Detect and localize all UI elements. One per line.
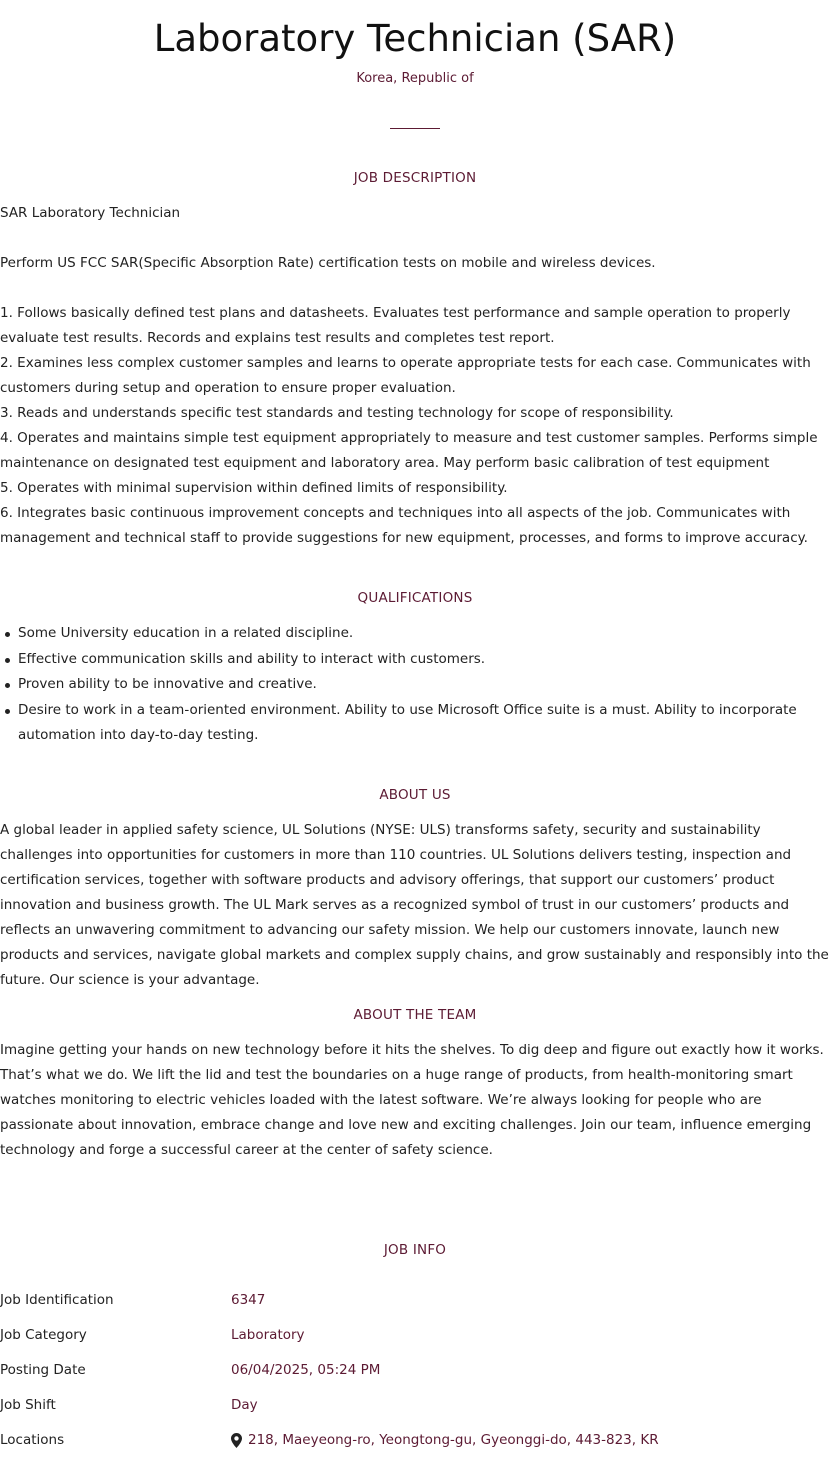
job-info-row-posting-date xyxy=(0,1358,830,1383)
about-team-heading: ABOUT THE TEAM xyxy=(353,1007,477,1023)
duty-item: 3. Reads and understands specific test standards and testing technology for scope of responsibility. xyxy=(0,405,674,421)
job-info-value: Day xyxy=(231,1397,258,1413)
qualification-item: Proven ability to be innovative and creative. xyxy=(0,672,830,697)
job-info-value: 6347 xyxy=(231,1292,266,1308)
about-us-heading: ABOUT US xyxy=(379,787,451,803)
duty-item: 5. Operates with minimal supervision within defined limits of responsibility. xyxy=(0,480,508,496)
about-us-text: A global leader in applied safety science, UL Solutions (NYSE: ULS) transforms safety, security and sustainability challenges into opportunities for customers in more than 110 countries. UL Solutions delivers testing, inspection and certification services, together with software products and advisory offerings, that support our customers’ product innovation and business growth. The UL Mark serves as a recognized symbol of trust in our customers’ products and reflects an unwavering commitment to advancing our safety mission. We help our customers innovate, launch new products and services, navigate global markets and complex supply chains, and grow sustainably and responsibly into the future. Our science is your advantage. xyxy=(0,822,829,988)
job-info-value: Laboratory xyxy=(231,1327,305,1343)
duty-item: 6. Integrates basic continuous improvement concepts and techniques into all aspects of the job. Communicates with management and technical staff to provide suggestions for new equipment, processes, and forms to improve accuracy. xyxy=(0,505,808,546)
qualifications-list xyxy=(0,621,830,748)
job-description-intro: SAR Laboratory Technician xyxy=(0,205,181,221)
duty-item: 1. Follows basically defined test plans and datasheets. Evaluates test performance and sample operation to properly evaluate test results. Records and explains test results and completes test report. xyxy=(0,305,791,346)
job-info-label: Job Shift xyxy=(0,1397,56,1413)
job-info-row-shift xyxy=(0,1393,830,1418)
qualification-item: Effective communication skills and ability to interact with customers. xyxy=(0,647,830,672)
duty-item: 4. Operates and maintains simple test equipment appropriately to measure and test customer samples. Performs simple maintenance on designated test equipment and laboratory area. May perform basic calibration of test equipment xyxy=(0,430,818,471)
duty-item: 2. Examines less complex customer samples and learns to operate appropriate tests for each case. Communicates with customers during setup and operation to ensure proper evaluation. xyxy=(0,355,811,396)
job-info-heading: JOB INFO xyxy=(383,1242,447,1258)
job-info-label: Job Identification xyxy=(0,1292,114,1308)
job-info-row-locations xyxy=(0,1428,830,1453)
job-description-body xyxy=(0,201,830,551)
job-info-row-category xyxy=(0,1323,830,1348)
qualification-item: Desire to work in a team-oriented environment. Ability to use Microsoft Office suite is a must. Ability to incorporate automation into day-to-day testing. xyxy=(0,698,830,748)
about-team-text: Imagine getting your hands on new technology before it hits the shelves. To dig deep and figure out exactly how it works. That’s what we do. We lift the lid and test the boundaries on a huge range of products, from health-monitoring smart watches monitoring to electric vehicles loaded with the latest software. We’re always looking for people who are passionate about innovation, embrace change and love new and exciting challenges. Join our team, influence emerging technology and forge a successful career at the center of safety science. xyxy=(0,1042,824,1158)
qualifications-heading: QUALIFICATIONS xyxy=(357,590,473,606)
job-info-row-identification xyxy=(0,1288,830,1313)
job-info-label: Posting Date xyxy=(0,1362,86,1378)
job-info-label: Locations xyxy=(0,1432,65,1448)
qualification-item: Some University education in a related discipline. xyxy=(0,621,830,646)
job-title: Laboratory Technician (SAR) xyxy=(153,17,677,60)
job-info-value: 06/04/2025, 05:24 PM xyxy=(231,1362,381,1378)
job-info-label: Job Category xyxy=(0,1327,87,1343)
map-pin-icon xyxy=(231,1433,242,1448)
job-location: Korea, Republic of xyxy=(356,71,474,86)
job-description-summary: Perform US FCC SAR(Specific Absorption Rate) certification tests on mobile and wireless devices. xyxy=(0,255,656,271)
location-address: 218, Maeyeong-ro, Yeongtong-gu, Gyeonggi-do, 443-823, KR xyxy=(248,1432,659,1448)
location-link[interactable] xyxy=(231,1428,659,1453)
duties-list xyxy=(0,301,830,551)
job-description-heading: JOB DESCRIPTION xyxy=(353,170,477,186)
title-divider xyxy=(390,128,440,129)
